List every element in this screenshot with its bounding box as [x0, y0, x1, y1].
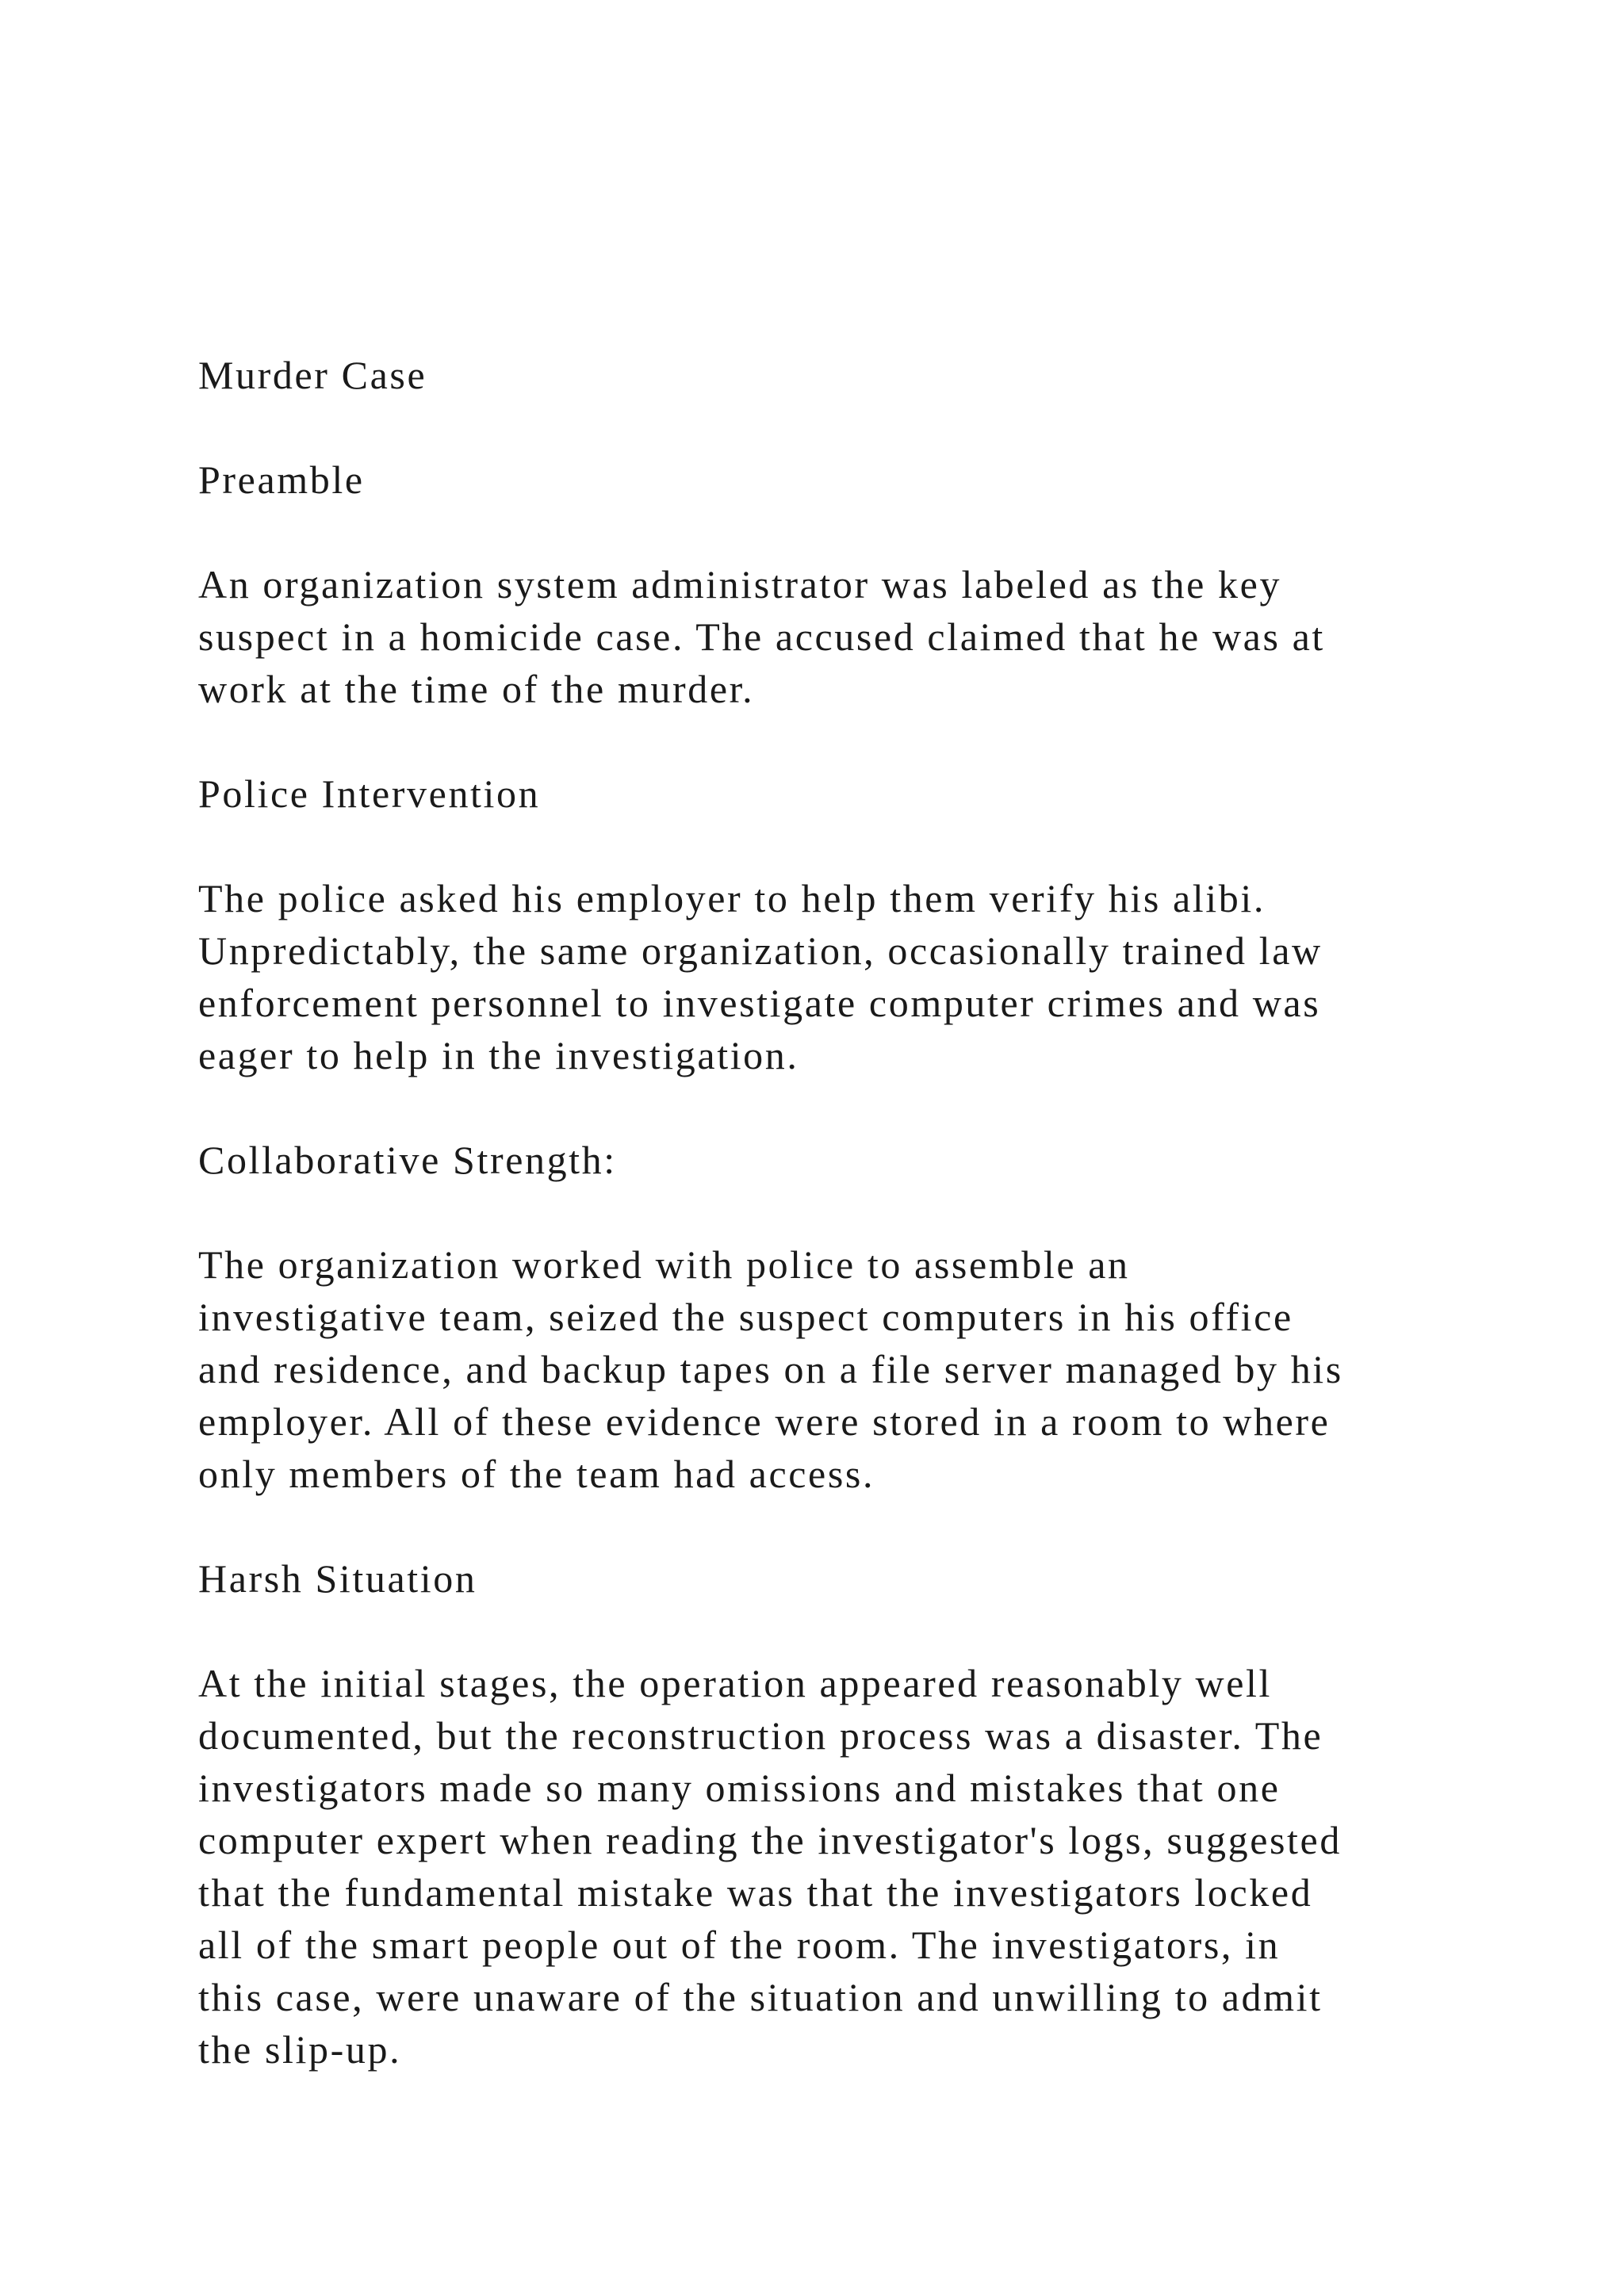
- paragraph-line: Unpredictably, the same organization, occasionally trained law: [198, 928, 1323, 973]
- paragraph-line: only members of the team had access.: [198, 1452, 875, 1496]
- paragraph-line: At the initial stages, the operation appeared reasonably well: [198, 1661, 1273, 1705]
- section-paragraph-preamble: [198, 558, 1467, 715]
- paragraph-line: suspect in a homicide case. The accused claimed that he was at: [198, 614, 1325, 659]
- paragraph-line: An organization system administrator was labeled as the key: [198, 562, 1282, 607]
- paragraph-line: the slip-up.: [198, 2027, 402, 2072]
- paragraph-line: The police asked his employer to help them verify his alibi.: [198, 876, 1266, 920]
- paragraph-line: that the fundamental mistake was that the investigators locked: [198, 1870, 1313, 1915]
- paragraph-line: investigators made so many omissions and mistakes that one: [198, 1766, 1281, 1810]
- document-title: Murder Case: [198, 353, 427, 397]
- paragraph-line: computer expert when reading the investigator's logs, suggested: [198, 1818, 1342, 1862]
- paragraph-line: and residence, and backup tapes on a file server managed by his: [198, 1347, 1343, 1391]
- paragraph-line: documented, but the reconstruction process was a disaster. The: [198, 1713, 1323, 1758]
- paragraph-line: this case, were unaware of the situation and unwilling to admit: [198, 1975, 1323, 2019]
- paragraph-line: work at the time of the murder.: [198, 667, 755, 711]
- paragraph-line: eager to help in the investigation.: [198, 1033, 799, 1077]
- document-body: [198, 349, 1467, 2128]
- paragraph-line: all of the smart people out of the room. The investigators, in: [198, 1923, 1281, 1967]
- paragraph-line: employer. All of these evidence were stored in a room to where: [198, 1399, 1331, 1444]
- section-paragraph-collaborative-strength: [198, 1238, 1467, 1500]
- paragraph-line: The organization worked with police to assemble an: [198, 1242, 1130, 1287]
- paragraph-line: enforcement personnel to investigate computer crimes and was: [198, 981, 1321, 1025]
- section-heading-collaborative-strength: Collaborative Strength:: [198, 1138, 617, 1182]
- section-heading-harsh-situation: Harsh Situation: [198, 1556, 477, 1601]
- section-heading-preamble: Preamble: [198, 457, 365, 502]
- section-paragraph-police-intervention: [198, 872, 1467, 1081]
- section-paragraph-harsh-situation: [198, 1657, 1467, 2076]
- section-heading-police-intervention: Police Intervention: [198, 771, 541, 816]
- paragraph-line: investigative team, seized the suspect computers in his office: [198, 1295, 1293, 1339]
